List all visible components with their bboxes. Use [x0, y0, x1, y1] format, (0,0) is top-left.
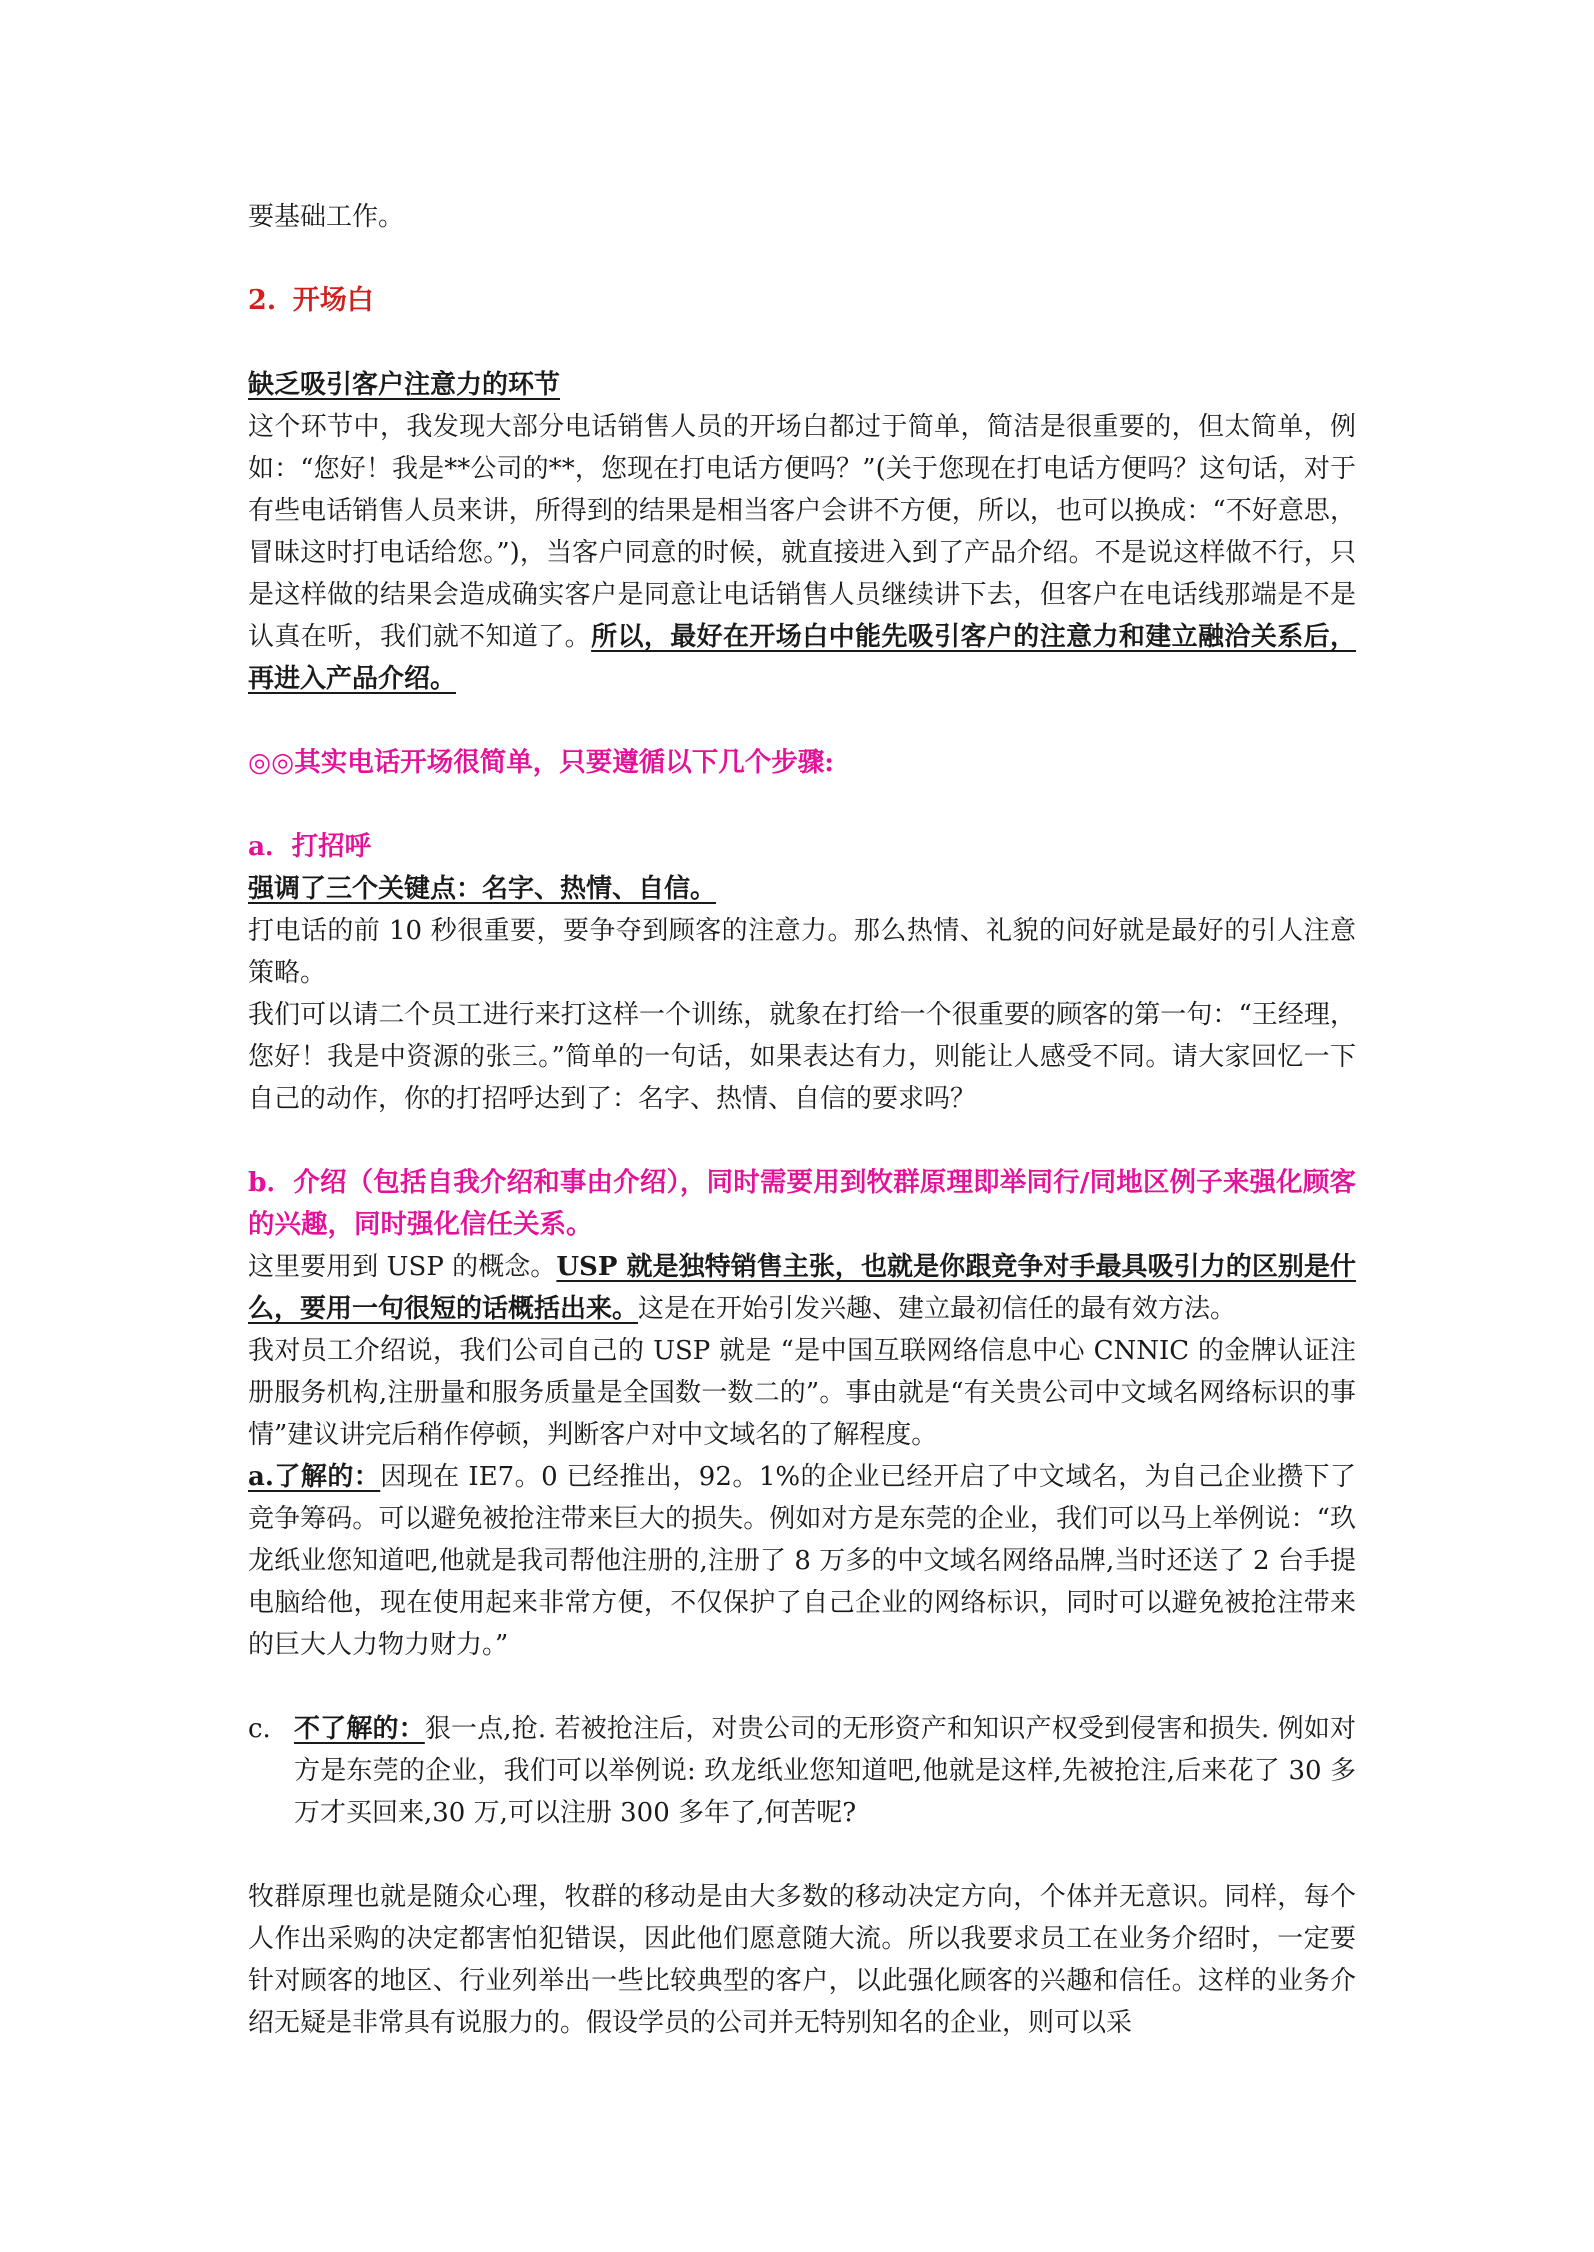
not-understood-text: 狠一点,抢. 若被抢注后，对贵公司的无形资产和知识产权受到侵害和损失. 例如对方是东莞的企业，我们可以举例说: 玖龙纸业您知道吧,他就是这样,先被抢注,后来花了 30 多万才买回来,30 万,可以注册 300 多年了,何苦呢? — [294, 1714, 1356, 1828]
usp-definition: USP 就是独特销售主张，也就是你跟竞争对手最具吸引力的区别是什么，要用一句很短的话概括出来。 — [248, 1252, 1356, 1324]
attention-paragraph — [248, 406, 1356, 700]
usp-paragraph — [248, 1246, 1356, 1330]
attention-text: 这个环节中，我发现大部分电话销售人员的开场白都过于简单，简洁是很重要的，但太简单，例如：“您好！我是**公司的**，您现在打电话方便吗？”(关于您现在打电话方便吗？这句话，对于有些电话销售人员来讲，所得到的结果是相当客户会讲不方便，所以，也可以换成：“不好意思，冒昧这时打电话给您。”)，当客户同意的时候，就直接进入到了产品介绍。不是说这样做不行，只是这样做的结果会造成确实客户是同意让电话销售人员继续讲下去，但客户在电话线那端是不是认真在听，我们就不知道了。 — [248, 412, 1356, 652]
steps-intro: ◎◎其实电话开场很简单，只要遵循以下几个步骤: — [248, 747, 835, 778]
usp-tail: 这是在开始引发兴趣、建立最初信任的最有效方法。 — [638, 1294, 1237, 1324]
herd-paragraph: 牧群原理也就是随众心理，牧群的移动是由大多数的移动决定方向，个体并无意识。同样，每个人作出采购的决定都害怕犯错误，因此他们愿意随大流。所以我要求员工在业务介绍时，一定要针对顾客的地区、行业列举出一些比较典型的客户，以此强化顾客的兴趣和信任。这样的业务介绍无疑是非常具有说服力的。假设学员的公司并无特别知名的企业，则可以采 — [248, 1882, 1356, 2038]
step-a-keypoints: 强调了三个关键点：名字、热情、自信。 — [248, 874, 717, 904]
step-a-title: a．打招呼 — [248, 831, 372, 862]
attention-heading: 缺乏吸引客户注意力的环节 — [248, 370, 561, 400]
step-b-title: b．介绍（包括自我介绍和事由介绍），同时需要用到牧群原理即举同行/同地区例子来强化顾客的兴趣，同时强化信任关系。 — [248, 1167, 1356, 1240]
attention-emphasis: 所以，最好在开场白中能先吸引客户的注意力和建立融洽关系后，再进入产品介绍。 — [248, 622, 1356, 694]
step-a-paragraph-2: 我们可以请二个员工进行来打这样一个训练，就象在打给一个很重要的顾客的第一句：“王经理，您好！我是中资源的张三。”简单的一句话，如果表达有力，则能让人感受不同。请大家回忆一下自己的动作，你的打招呼达到了：名字、热情、自信的要求吗？ — [248, 1000, 1356, 1114]
understood-paragraph — [248, 1456, 1356, 1666]
usp-lead: 这里要用到 USP 的概念。 — [248, 1252, 557, 1282]
section-number: 2. — [248, 285, 277, 316]
understood-label: a.了解的： — [248, 1462, 381, 1492]
step-a-paragraph-1: 打电话的前 10 秒很重要，要争夺到顾客的注意力。那么热情、礼貌的问好就是最好的引人注意策略。 — [248, 916, 1356, 988]
list-item-c — [248, 1708, 1356, 1834]
understood-text: 因现在 IE7。0 已经推出，92。1%的企业已经开启了中文域名，为自己企业攒下了竞争筹码。可以避免被抢注带来巨大的损失。例如对方是东莞的企业，我们可以马上举例说：“玖龙纸业您知道吧,他就是我司帮他注册的,注册了 8 万多的中文域名网络品牌,当时还送了 2 台手提电脑给他，现在使用起来非常方便，不仅保护了自己企业的网络标识，同时可以避免被抢注带来的巨大人力物力财力。” — [248, 1462, 1356, 1660]
section-title: 开场白 — [292, 285, 374, 316]
usp-intro-paragraph: 我对员工介绍说，我们公司自己的 USP 就是 “是中国互联网络信息中心 CNNIC 的金牌认证注册服务机构,注册量和服务质量是全国数一数二的”。事由就是“有关贵公司中文域名网络标识的事情”建议讲完后稍作停顿，判断客户对中文域名的了解程度。 — [248, 1336, 1356, 1450]
list-marker-c: c. — [248, 1714, 271, 1744]
intro-tail: 要基础工作。 — [248, 202, 405, 232]
not-understood-paragraph — [294, 1708, 1356, 1834]
not-understood-label: 不了解的： — [294, 1714, 425, 1744]
document-body — [248, 196, 1356, 2044]
section-2-heading — [248, 280, 1356, 322]
